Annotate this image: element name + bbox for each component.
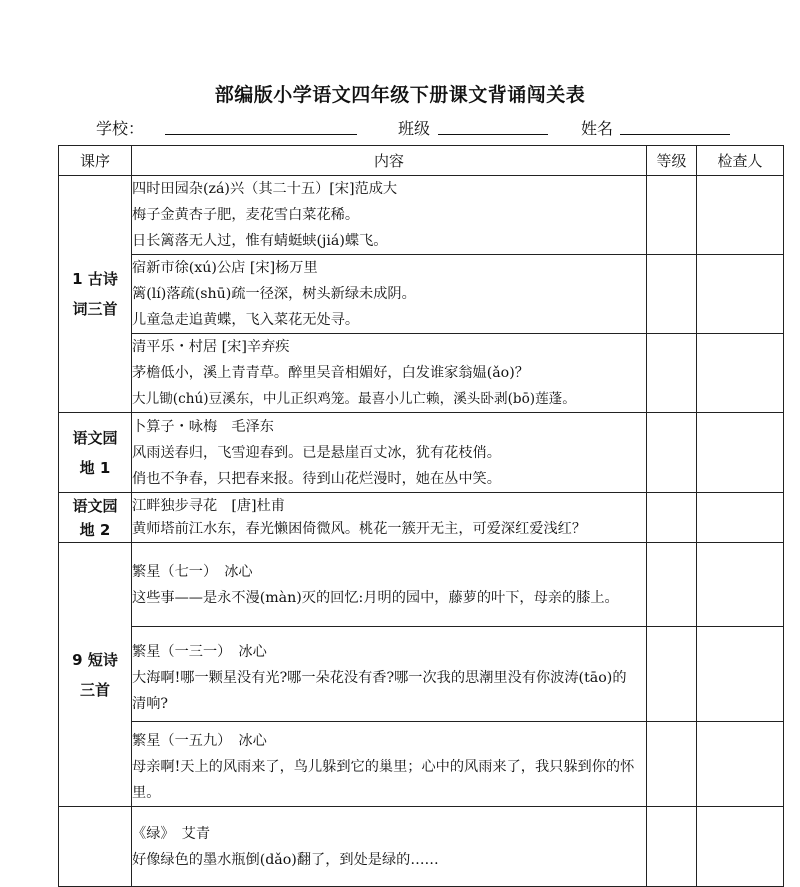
poem-line: 日长篱落无人过，惟有蜻蜓蛱(jiá)蝶飞。 <box>132 233 388 249</box>
grade-cell[interactable] <box>647 627 697 722</box>
checker-cell[interactable] <box>697 807 784 887</box>
poem-cell <box>132 334 647 413</box>
class-blank[interactable] <box>438 134 548 135</box>
poem-line: 江畔独步寻花 [唐]杜甫 <box>132 497 285 514</box>
table-row <box>59 255 784 334</box>
header-row <box>59 146 784 176</box>
checker-cell[interactable] <box>697 543 784 627</box>
poem-cell <box>132 722 647 807</box>
lesson-label-garden-2 <box>59 493 132 543</box>
table-row <box>59 334 784 413</box>
grade-cell[interactable] <box>647 255 697 334</box>
poem-line: 繁星（一三一） 冰心 <box>132 644 267 660</box>
table-row <box>59 493 784 543</box>
school-blank[interactable] <box>165 134 357 135</box>
recitation-table <box>58 145 784 887</box>
header-checker: 检查人 <box>697 146 784 176</box>
grade-cell[interactable] <box>647 413 697 493</box>
poem-cell <box>132 255 647 334</box>
lesson-label-line: 9 短诗 <box>72 650 118 669</box>
table-row <box>59 543 784 627</box>
lesson-label-1 <box>59 176 132 413</box>
table-row <box>59 627 784 722</box>
poem-line: 俏也不争春，只把春来报。待到山花烂漫时，她在丛中笑。 <box>132 470 501 487</box>
checker-cell[interactable] <box>697 176 784 255</box>
lesson-label-10 <box>59 807 132 887</box>
poem-line: 繁星（一五九） 冰心 <box>132 733 267 749</box>
poem-line: 大儿锄(chú)豆溪东，中儿正织鸡笼。最喜小儿亡赖，溪头卧剥(bō)莲蓬。 <box>132 391 576 407</box>
lesson-label-line: 语文园 <box>72 496 118 515</box>
poem-line: 茅檐低小，溪上青青草。醉里吴音相媚好，白发谁家翁媪(ǎo)？ <box>132 365 529 381</box>
poem-cell <box>132 543 647 627</box>
poem-cell <box>132 493 647 543</box>
lesson-label-line: 地 2 <box>79 520 111 539</box>
poem-line: 好像绿色的墨水瓶倒(dǎo)翻了，到处是绿的…… <box>132 851 439 868</box>
name-label: 姓名 <box>581 119 614 138</box>
checker-cell[interactable] <box>697 413 784 493</box>
grade-cell[interactable] <box>647 334 697 413</box>
info-row <box>0 116 800 140</box>
checker-cell[interactable] <box>697 722 784 807</box>
grade-cell[interactable] <box>647 493 697 543</box>
lesson-label-9 <box>59 543 132 807</box>
poem-line: 四时田园杂(zá)兴（其二十五）[宋]范成大 <box>132 181 398 197</box>
table-row <box>59 176 784 255</box>
header-lesson: 课序 <box>59 146 132 176</box>
poem-line: 《绿》 艾青 <box>132 825 211 842</box>
poem-cell <box>132 413 647 493</box>
table-row <box>59 413 784 493</box>
lesson-label-garden-1 <box>59 413 132 493</box>
poem-line: 风雨送春归，飞雪迎春到。已是悬崖百丈冰，犹有花枝俏。 <box>132 444 501 461</box>
poem-line: 篱(lí)落疏(shū)疏一径深，树头新绿未成阴。 <box>132 286 416 302</box>
poem-line: 卜算子・咏梅 毛泽东 <box>132 418 274 435</box>
poem-cell <box>132 807 647 887</box>
poem-line: 这些事——是永不漫(màn)灭的回忆:月明的园中，藤萝的叶下，母亲的膝上。 <box>132 589 619 606</box>
poem-line: 黄师塔前江水东，春光懒困倚微风。桃花一簇开无主，可爱深红爱浅红？ <box>132 520 587 537</box>
lesson-label-line: 1 古诗 <box>72 270 118 288</box>
school-label: 学校： <box>96 119 145 138</box>
table-row <box>59 722 784 807</box>
checker-cell[interactable] <box>697 627 784 722</box>
grade-cell[interactable] <box>647 722 697 807</box>
class-label: 班级 <box>398 119 431 138</box>
grade-cell[interactable] <box>647 176 697 255</box>
poem-line: 儿童急走追黄蝶，飞入菜花无处寻。 <box>132 312 360 328</box>
poem-line: 梅子金黄杏子肥，麦花雪白菜花稀。 <box>132 207 360 223</box>
poem-line: 大海啊!哪一颗星没有光?哪一朵花没有香?哪一次我的思潮里没有你波涛(tāo)的清响? <box>132 670 627 712</box>
lesson-label-line: 地 1 <box>79 458 111 477</box>
lesson-label-line: 词三首 <box>72 300 118 318</box>
grade-cell[interactable] <box>647 807 697 887</box>
poem-line: 繁星（七一） 冰心 <box>132 563 253 580</box>
table-row <box>59 807 784 887</box>
lesson-label-line: 语文园 <box>72 428 118 447</box>
name-blank[interactable] <box>620 134 730 135</box>
poem-line: 母亲啊!天上的风雨来了，鸟儿躲到它的巢里；心中的风雨来了，我只躲到你的怀里。 <box>132 759 635 801</box>
header-grade: 等级 <box>647 146 697 176</box>
poem-line: 宿新市徐(xú)公店 [宋]杨万里 <box>132 260 318 276</box>
poem-line: 清平乐・村居 [宋]辛弃疾 <box>132 339 290 355</box>
grade-cell[interactable] <box>647 543 697 627</box>
page-title: 部编版小学语文四年级下册课文背诵闯关表 <box>214 84 586 106</box>
header-content: 内容 <box>132 146 647 176</box>
lesson-label-line: 三首 <box>79 680 110 699</box>
poem-cell <box>132 627 647 722</box>
checker-cell[interactable] <box>697 334 784 413</box>
checker-cell[interactable] <box>697 493 784 543</box>
checker-cell[interactable] <box>697 255 784 334</box>
poem-cell <box>132 176 647 255</box>
